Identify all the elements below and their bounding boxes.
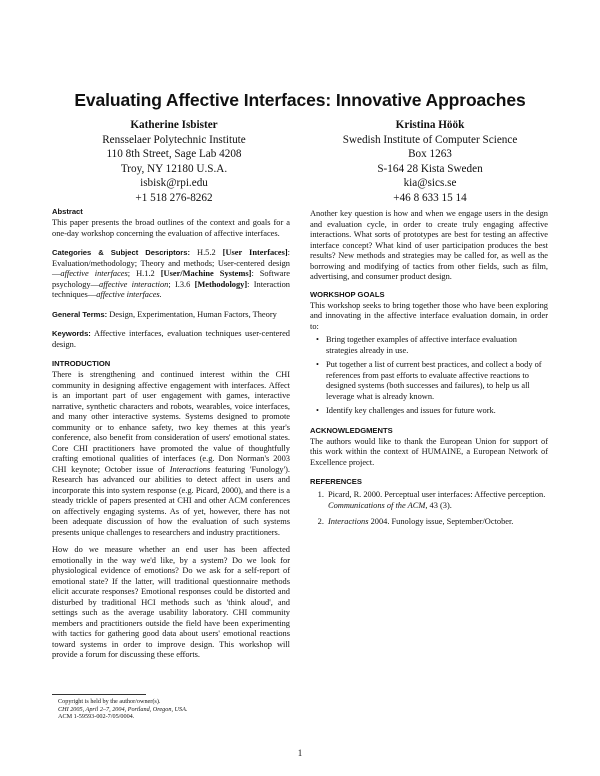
- acknowledgments-heading: ACKNOWLEDGMENTS: [310, 425, 393, 435]
- copyright-line: ACM 1-59593-002-7/05/0004.: [58, 713, 135, 721]
- author-name: Kristina Höök: [395, 119, 465, 131]
- categories-term: [User Interfaces]: [222, 248, 288, 257]
- introduction-paragraph-2: How do we measure whether an end user has been affected emotionally in the way we'd like, by a system? Do we look for physiological evidence of emotions? Do we ask for a self-report of emotional state? If the latter, will traditional questionnaire methods elicit accurate responses? Emotional responses could be distorted and disturbed by traditional HCI methods such as 'think aloud', and settings such as the average usability laboratory. CHI community members and practitioners outside the field have been experimenting with tactics for gathering good data about users' emotional reactions toward systems in order to improve design. This workshop will provide a forum for discussing these efforts.: [52, 545, 290, 659]
- reference-text: , 43 (3).: [425, 500, 452, 510]
- abstract-heading: Abstract: [52, 207, 83, 216]
- author-name: Katherine Isbister: [130, 119, 218, 131]
- left-column: [52, 207, 290, 661]
- references-section: [310, 477, 548, 528]
- acknowledgments-section: [310, 426, 548, 469]
- introduction-paragraph-1: [52, 370, 290, 538]
- author-address: 110 8th Street, Sage Lab 4208: [106, 148, 242, 161]
- categories-text: ; H.1.2: [127, 269, 161, 278]
- author-email: kia@sics.se: [403, 177, 457, 190]
- author-city: Troy, NY 12180 U.S.A.: [120, 162, 228, 175]
- introduction-heading: INTRODUCTION: [52, 359, 111, 368]
- abstract-section: [52, 207, 290, 239]
- copyright-notice: [58, 698, 298, 721]
- categories-term: [Methodology]: [194, 279, 248, 289]
- categories-term: affective interfaces.: [96, 290, 162, 299]
- reference-text: Picard, R. 2000. Perceptual user interfaces: Affective perception.: [328, 490, 546, 499]
- categories-text: ; I.3.6: [168, 279, 195, 289]
- categories-label: Categories & Subject Descriptors:: [52, 248, 190, 257]
- author-affiliation: Swedish Institute of Computer Science: [342, 133, 518, 146]
- categories-text: : Evaluation/methodology; Theory and methods; User-centered design—: [52, 248, 290, 278]
- abstract-text: This paper presents the broad outlines of the context and goals for a one-day workshop concerning the evaluation of affective interfaces.: [52, 218, 290, 238]
- reference-item: [326, 517, 548, 528]
- copyright-line: CHI 2005, April 2–7, 2004, Portland, Oregon, USA.: [58, 705, 188, 713]
- copyright-line: Copyright is held by the author/owner(s).: [58, 698, 161, 705]
- author-phone: +1 518 276-8262: [135, 191, 213, 204]
- categories-term: affective interfaces: [60, 269, 128, 278]
- goals-intro: This workshop seeks to bring together those who have been exploring and innovating in the affective interface evaluation domain, in order to:: [310, 300, 548, 331]
- categories-term: [User/Machine Systems]: [160, 269, 252, 278]
- page-number: 1: [297, 748, 303, 758]
- author-city: S-164 28 Kista Sweden: [377, 162, 483, 175]
- introduction-paragraph-3: Another key question is how and when we engage users in the design and evaluation cycle, in order to create truly engaging affective interactions. What sorts of prototypes are best for testing an affective interface concept? What kind of user participation produces the best results? New methods and strategies may be called for, as well as the borrowing and modifying of tactics from other fields, such as film, advertising, and consumer product design.: [310, 209, 548, 281]
- author-affiliation: Rensselaer Polytechnic Institute: [102, 133, 246, 146]
- categories-text: : Software psychology—: [52, 269, 291, 289]
- references-list: [310, 490, 548, 528]
- footnote-divider: [52, 694, 146, 695]
- categories-text: H.5.2: [190, 248, 223, 257]
- list-item: • Bring together examples of affective interface evaluation strategies already in use.: [320, 335, 548, 356]
- general-terms-label: General Terms:: [52, 309, 108, 319]
- paragraph-text: featuring 'Funology'). Research has advanced our abilities to detect affect in users and incorporate this into system response (e.g. Picard, 2000), and there is a steady trickle of papers presented at CHI and other ACM conferences on affectively engaging systems. As of yet, however, there has not been adequate discussion of how the evaluation of such systems presents unique challenges to researchers and industry practitioners.: [52, 464, 290, 537]
- keywords-label: Keywords:: [52, 329, 91, 338]
- list-item: • Put together a list of current best practices, and collect a body of references from past efforts to evaluate affective reactions to designed systems (both successes and failures), to help us all leverage what is already known.: [320, 360, 548, 402]
- references-heading: REFERENCES: [310, 477, 362, 486]
- paragraph-italic: Interactions: [169, 464, 211, 474]
- goals-heading: WORKSHOP GOALS: [310, 289, 385, 299]
- author-email: isbisk@rpi.edu: [140, 177, 208, 190]
- author-block-1: [44, 118, 304, 206]
- categories-text: : Interaction techniques—: [52, 279, 290, 299]
- categories-section: [52, 248, 290, 301]
- keywords-text: Affective interfaces, evaluation techniques user-centered design.: [52, 329, 290, 349]
- reference-item: [326, 490, 548, 511]
- acknowledgments-text: The authors would like to thank the European Union for support of this work within the context of HUMAINE, a European Network of Excellence project.: [310, 436, 548, 467]
- goals-list: [310, 335, 548, 417]
- author-address: Box 1263: [408, 148, 452, 161]
- goals-section: [310, 290, 548, 417]
- categories-term: affective interaction: [99, 279, 169, 289]
- keywords-section: [52, 329, 290, 350]
- reference-venue: Communications of the ACM: [328, 500, 426, 510]
- paper-title: Evaluating Affective Interfaces: Innovative Approaches: [74, 90, 526, 110]
- reference-venue: Interactions: [328, 517, 369, 526]
- right-column: [310, 209, 548, 534]
- general-terms-section: [52, 310, 290, 321]
- reference-text: 2004. Funology issue, September/October.: [368, 517, 514, 526]
- general-terms-text: Design, Experimentation, Human Factors, Theory: [107, 309, 277, 319]
- author-block-2: [300, 118, 560, 206]
- author-phone: +46 8 633 15 14: [393, 191, 467, 204]
- paragraph-text: There is strengthening and continued interest within the CHI community in designing affective engagement with interfaces. Affect is an important part of user engagement with games, interactive narrative, synthetic characters and robots, wearables, voice interfaces, and many other interactive systems. Systems designed to promote community or to enhance safety, two key themes at this year's conference, also benefit from consideration of users' emotional states. Core CHI practitioners have promoted the value of thoughtfully crafting emotional qualities of interfaces (e.g. Don Norman's 2003 CHI keynote; October issue of: [52, 370, 290, 474]
- list-item: • Identify key challenges and issues for future work.: [320, 406, 548, 417]
